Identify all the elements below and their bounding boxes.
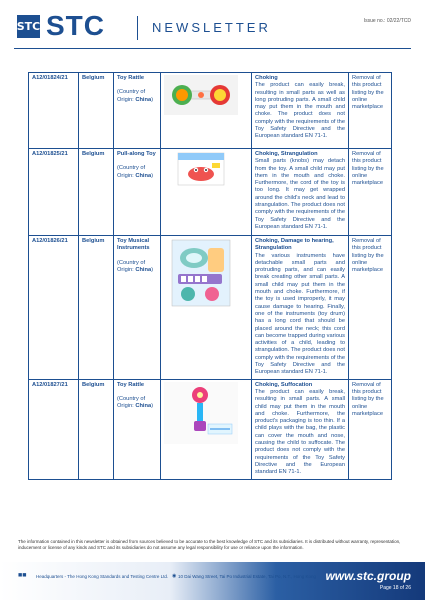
recall-table — [28, 72, 392, 480]
product-name: Toy Rattle — [117, 75, 145, 81]
header-divider — [137, 16, 138, 40]
toy-musical-instruments-photo-icon — [164, 238, 238, 308]
toy-rattle-packaged-photo-icon — [164, 382, 238, 444]
pull-along-toy-photo-icon — [164, 151, 238, 187]
notifying-country: Belgium — [79, 379, 114, 479]
notifying-country: Belgium — [79, 236, 114, 380]
risk-description: The product can easily break, resulting in small parts as well as long protruding parts. A small child may put them in the mouth and choke. The product does not comply with the requirements of the Toy Safety Directive and the European standard EN 71-1. — [255, 82, 345, 140]
product-image-cell — [161, 236, 252, 380]
product-cell — [114, 149, 161, 236]
risk-type: Choking, Strangulation — [255, 151, 318, 157]
measures-taken: Removal of this product listing by the online marketplace — [349, 236, 392, 380]
reference-number: A12/01827/21 — [29, 379, 79, 479]
measures-taken: Removal of this product listing by the online marketplace — [349, 73, 392, 149]
measures-taken: Removal of this product listing by the online marketplace — [349, 379, 392, 479]
risk-description: The product can easily break, resulting in small parts. A small child may put them in the mouth and choke. Furthermore, the product's packaging is too thin. If a child plays with the bag, the plastic can cover the mouth and nose, causing the child to suffocate. The product does not comply with the requirements of the Toy Safety Directive and the European standard EN 71-1. — [255, 388, 345, 476]
product-image-cell — [161, 149, 252, 236]
footer-disclaimer: The information contained in this newsletter is obtained from sources believed to be accurate to the best knowledge of STC and its subsidiaries. It is distributed without warranty, representation, inducement or license of any kinds and STC and its subsidiaries do not assume any legal responsibility for use or reliance upon the information. — [18, 539, 401, 550]
country-of-origin: (Country of Origin: China) — [117, 395, 154, 410]
reference-number: A12/01824/21 — [29, 73, 79, 149]
section-title: NEWSLETTER — [152, 20, 271, 35]
measures-taken: Removal of this product listing by the online marketplace — [349, 149, 392, 236]
risk-description: The various instruments have detachable small parts and protruding parts, and can easily break creating other small parts. A small child may put them in the mouth and choke. Furthermore, if the toy is used improperly, it may cause damage to hearing. Finally, one of the instruments (toy drum) has a long cord that should be placed around the neck; this cord can become trapped during various activities of a child, leading to strangulation. The product does not comply with the requirements of the Toy Safety Directive and the European standard EN 71-1. — [255, 252, 345, 376]
website-link[interactable]: www.stc.group — [325, 569, 411, 583]
product-name: Pull-along Toy — [117, 151, 156, 157]
product-cell — [114, 379, 161, 479]
product-cell — [114, 73, 161, 149]
risk-type: Choking — [255, 75, 278, 81]
product-name: Toy Musical Instruments — [117, 238, 150, 252]
table-row — [29, 73, 392, 149]
header-rule — [14, 48, 411, 49]
risk-cell — [252, 236, 349, 380]
product-name: Toy Rattle — [117, 381, 145, 388]
notifying-country: Belgium — [79, 149, 114, 236]
risk-type: Choking, Damage to hearing, Strangulation — [255, 238, 334, 252]
country-of-origin: (Country of Origin: China) — [117, 89, 154, 103]
country-of-origin: (Country of Origin: China) — [117, 259, 154, 273]
reference-number: A12/01825/21 — [29, 149, 79, 236]
table-row — [29, 149, 392, 236]
newsletter-header — [0, 0, 425, 62]
location-pin-icon: ◉ — [172, 573, 177, 579]
headquarters-address: 10 Dai Wang Street, Tai Po Industrial Estate, Tai Po, N.T., Hong Kong — [178, 574, 316, 579]
product-image-cell — [161, 73, 252, 149]
table-row — [29, 236, 392, 380]
product-cell — [114, 236, 161, 380]
product-image-cell — [161, 379, 252, 479]
stc-logo-text: STC — [46, 10, 105, 41]
risk-cell — [252, 149, 349, 236]
risk-cell — [252, 379, 349, 479]
risk-type: Choking, Suffocation — [255, 381, 313, 388]
reference-number: A12/01826/21 — [29, 236, 79, 380]
stc-logo-mark: STC — [17, 15, 40, 38]
issue-number: Issue no.: 02/22/TCD — [363, 18, 411, 24]
headquarters-label: Headquarters - The Hong Kong Standards and Testing Centre Ltd. — [36, 574, 169, 579]
risk-description: Small parts (knobs) may detach from the toy. A small child may put them in the mouth and choke. Furthermore, the cord of the toy is too long. It may get wrapped around the child's neck and lead to strangulation. The product does not comply with the requirements of the Toy Safety Directive and the European standard EN 71-1. — [255, 158, 345, 230]
notifying-country: Belgium — [79, 73, 114, 149]
page-number: Page 18 of 26 — [379, 585, 411, 591]
table-row — [29, 379, 392, 479]
toy-rattle-photo-icon — [164, 75, 238, 115]
country-of-origin: (Country of Origin: China) — [117, 165, 154, 179]
risk-cell — [252, 73, 349, 149]
building-icon: ■■ — [18, 572, 27, 579]
